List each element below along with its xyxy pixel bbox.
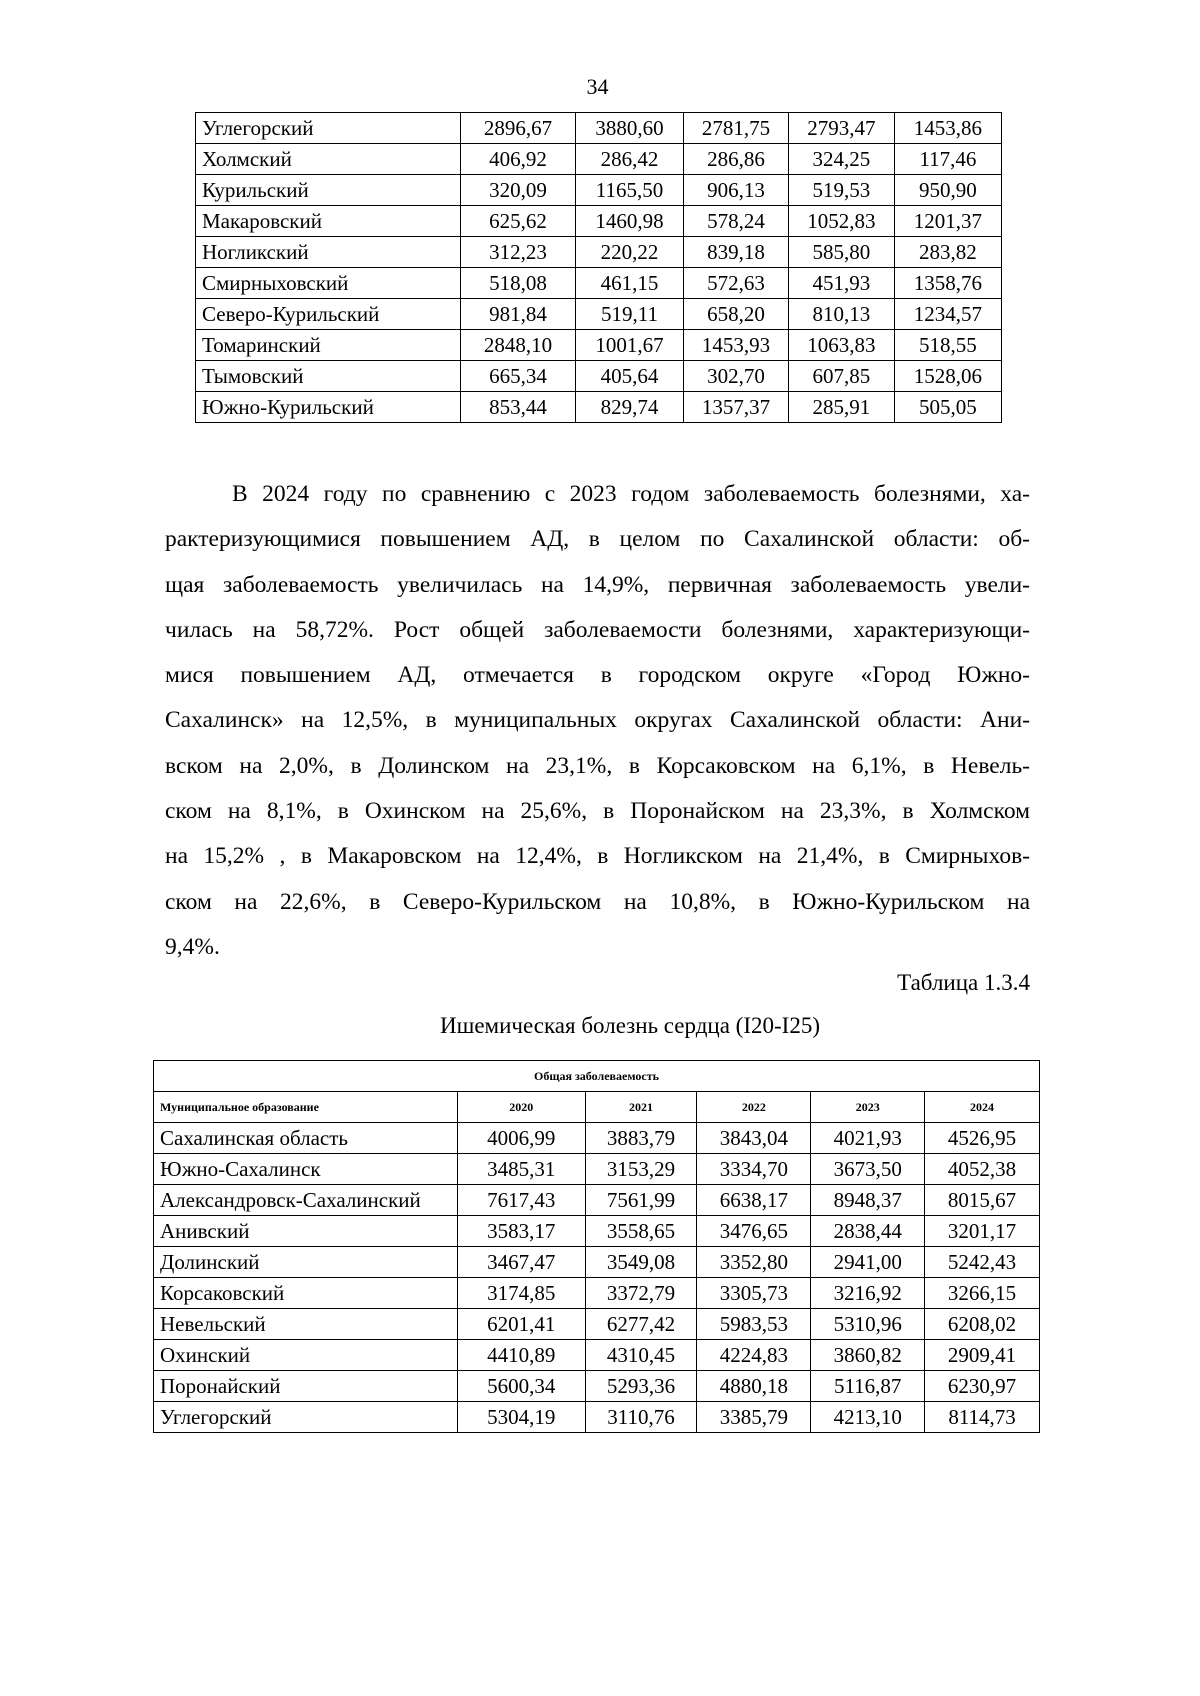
column-header: 2021: [585, 1092, 697, 1123]
cell-value: 4213,10: [811, 1402, 925, 1433]
cell-value: 1358,76: [894, 268, 1001, 299]
row-label: Невельский: [154, 1309, 458, 1340]
table-row: [154, 1154, 1040, 1185]
cell-value: 3558,65: [585, 1216, 697, 1247]
table-row: [196, 330, 1002, 361]
cell-value: 3583,17: [457, 1216, 585, 1247]
table-row: [196, 237, 1002, 268]
column-header: 2022: [697, 1092, 811, 1123]
row-label: Смирныховский: [196, 268, 461, 299]
row-label: Углегорский: [196, 113, 461, 144]
cell-value: 6201,41: [457, 1309, 585, 1340]
table-row: [154, 1247, 1040, 1278]
table-row: [196, 175, 1002, 206]
cell-value: 461,15: [576, 268, 684, 299]
cell-value: 7561,99: [585, 1185, 697, 1216]
cell-value: 6638,17: [697, 1185, 811, 1216]
cell-value: 1528,06: [894, 361, 1001, 392]
paragraph-line: ском на 22,6%, в Северо-Курильском на 10,8%, в Южно-Курильском на: [165, 888, 1030, 915]
cell-value: 585,80: [789, 237, 895, 268]
cell-value: 117,46: [894, 144, 1001, 175]
cell-value: 3352,80: [697, 1247, 811, 1278]
table-row: [154, 1216, 1040, 1247]
page-number: 34: [586, 74, 609, 99]
cell-value: 1063,83: [789, 330, 895, 361]
cell-value: 853,44: [460, 392, 575, 423]
cell-value: 220,22: [576, 237, 684, 268]
row-label: Долинский: [154, 1247, 458, 1278]
cell-value: 1052,83: [789, 206, 895, 237]
cell-value: 607,85: [789, 361, 895, 392]
cell-value: 5600,34: [457, 1371, 585, 1402]
row-label: Охинский: [154, 1340, 458, 1371]
cell-value: 3216,92: [811, 1278, 925, 1309]
column-header: Муниципальное образование: [154, 1092, 458, 1123]
cell-value: 1165,50: [576, 175, 684, 206]
cell-value: 518,08: [460, 268, 575, 299]
paragraph-line: на 15,2% , в Макаровском на 12,4%, в Ногликском на 21,4%, в Смирныхов-: [165, 843, 1030, 870]
cell-value: 625,62: [460, 206, 575, 237]
cell-value: 5293,36: [585, 1371, 697, 1402]
cell-value: 6230,97: [925, 1371, 1040, 1402]
cell-value: 1201,37: [894, 206, 1001, 237]
cell-value: 950,90: [894, 175, 1001, 206]
paragraph-line: чилась на 58,72%. Рост общей заболеваемости болезнями, характеризующи-: [165, 616, 1030, 643]
table-row: [196, 206, 1002, 237]
cell-value: 7617,43: [457, 1185, 585, 1216]
row-label: Курильский: [196, 175, 461, 206]
table-row: [154, 1309, 1040, 1340]
cell-value: 3385,79: [697, 1402, 811, 1433]
cell-value: 3485,31: [457, 1154, 585, 1185]
cell-value: 578,24: [684, 206, 789, 237]
cell-value: 451,93: [789, 268, 895, 299]
cell-value: 320,09: [460, 175, 575, 206]
cell-value: 665,34: [460, 361, 575, 392]
cell-value: 5983,53: [697, 1309, 811, 1340]
cell-value: 518,55: [894, 330, 1001, 361]
cell-value: 4310,45: [585, 1340, 697, 1371]
cell-value: 3174,85: [457, 1278, 585, 1309]
cell-value: 519,53: [789, 175, 895, 206]
cell-value: 1453,93: [684, 330, 789, 361]
cell-value: 285,91: [789, 392, 895, 423]
row-label: Поронайский: [154, 1371, 458, 1402]
paragraph-line: щая заболеваемость увеличилась на 14,9%, первичная заболеваемость увели-: [165, 571, 1030, 598]
cell-value: 3673,50: [811, 1154, 925, 1185]
cell-value: 5304,19: [457, 1402, 585, 1433]
table-row: [154, 1402, 1040, 1433]
row-label: Корсаковский: [154, 1278, 458, 1309]
table-row: [196, 392, 1002, 423]
group-header: Общая заболеваемость: [154, 1061, 1040, 1092]
column-header: 2020: [457, 1092, 585, 1123]
cell-value: 572,63: [684, 268, 789, 299]
cell-value: 1357,37: [684, 392, 789, 423]
table-row: [196, 361, 1002, 392]
cell-value: 1460,98: [576, 206, 684, 237]
cell-value: 3372,79: [585, 1278, 697, 1309]
cell-value: 981,84: [460, 299, 575, 330]
cell-value: 3549,08: [585, 1247, 697, 1278]
cell-value: 4021,93: [811, 1123, 925, 1154]
row-label: Южно-Курильский: [196, 392, 461, 423]
cell-value: 810,13: [789, 299, 895, 330]
cell-value: 5310,96: [811, 1309, 925, 1340]
table-number-label: Таблица 1.3.4: [897, 970, 1030, 995]
table-row: [154, 1278, 1040, 1309]
cell-value: 658,20: [684, 299, 789, 330]
row-label: Макаровский: [196, 206, 461, 237]
cell-value: 6277,42: [585, 1309, 697, 1340]
paragraph-line: В 2024 году по сравнению с 2023 годом заболеваемость болезнями, ха-: [232, 481, 1030, 507]
row-label: Анивский: [154, 1216, 458, 1247]
cell-value: 405,64: [576, 361, 684, 392]
cell-value: 3201,17: [925, 1216, 1040, 1247]
table-row: [154, 1185, 1040, 1216]
cell-value: 3334,70: [697, 1154, 811, 1185]
paragraph-line: Сахалинск» на 12,5%, в муниципальных округах Сахалинской области: Ани-: [165, 707, 1030, 734]
cell-value: 4052,38: [925, 1154, 1040, 1185]
cell-value: 286,86: [684, 144, 789, 175]
cell-value: 4224,83: [697, 1340, 811, 1371]
cell-value: 2909,41: [925, 1340, 1040, 1371]
cell-value: 406,92: [460, 144, 575, 175]
row-label: Южно-Сахалинск: [154, 1154, 458, 1185]
body-paragraph: [165, 472, 1030, 970]
table-title: Ишемическая болезнь сердца (I20-I25): [440, 1013, 820, 1038]
cell-value: 5116,87: [811, 1371, 925, 1402]
cell-value: 1453,86: [894, 113, 1001, 144]
cell-value: 3476,65: [697, 1216, 811, 1247]
cell-value: 312,23: [460, 237, 575, 268]
paragraph-line: ском на 8,1%, в Охинском на 25,6%, в Поронайском на 23,3%, в Холмском: [165, 798, 1030, 825]
cell-value: 4410,89: [457, 1340, 585, 1371]
cell-value: 3880,60: [576, 113, 684, 144]
cell-value: 3153,29: [585, 1154, 697, 1185]
table-ischemic-heart-disease: [153, 1060, 1040, 1433]
table-row: [154, 1340, 1040, 1371]
cell-value: 505,05: [894, 392, 1001, 423]
paragraph-line: рактеризующимися повышением АД, в целом по Сахалинской области: об-: [165, 526, 1030, 553]
table-row: [196, 113, 1002, 144]
row-label: Ногликский: [196, 237, 461, 268]
paragraph-line: вском на 2,0%, в Долинском на 23,1%, в Корсаковском на 6,1%, в Невель-: [165, 752, 1030, 779]
cell-value: 2848,10: [460, 330, 575, 361]
cell-value: 4880,18: [697, 1371, 811, 1402]
paragraph-line: мися повышением АД, отмечается в городском округе «Город Южно-: [165, 662, 1030, 689]
cell-value: 324,25: [789, 144, 895, 175]
row-label: Северо-Курильский: [196, 299, 461, 330]
column-header: 2023: [811, 1092, 925, 1123]
table-row: [196, 299, 1002, 330]
cell-value: 3467,47: [457, 1247, 585, 1278]
table-continuation: [195, 112, 1002, 423]
cell-value: 2896,67: [460, 113, 575, 144]
cell-value: 1001,67: [576, 330, 684, 361]
cell-value: 829,74: [576, 392, 684, 423]
row-label: Сахалинская область: [154, 1123, 458, 1154]
table-row: [196, 268, 1002, 299]
cell-value: 519,11: [576, 299, 684, 330]
cell-value: 2941,00: [811, 1247, 925, 1278]
row-label: Тымовский: [196, 361, 461, 392]
cell-value: 4526,95: [925, 1123, 1040, 1154]
cell-value: 283,82: [894, 237, 1001, 268]
row-label: Углегорский: [154, 1402, 458, 1433]
cell-value: 3843,04: [697, 1123, 811, 1154]
cell-value: 8015,67: [925, 1185, 1040, 1216]
row-label: Холмский: [196, 144, 461, 175]
cell-value: 4006,99: [457, 1123, 585, 1154]
cell-value: 6208,02: [925, 1309, 1040, 1340]
cell-value: 2781,75: [684, 113, 789, 144]
table-row: [154, 1123, 1040, 1154]
cell-value: 5242,43: [925, 1247, 1040, 1278]
paragraph-line: 9,4%.: [165, 933, 220, 960]
cell-value: 8948,37: [811, 1185, 925, 1216]
cell-value: 3883,79: [585, 1123, 697, 1154]
cell-value: 2838,44: [811, 1216, 925, 1247]
cell-value: 286,42: [576, 144, 684, 175]
cell-value: 3305,73: [697, 1278, 811, 1309]
cell-value: 1234,57: [894, 299, 1001, 330]
table-row: [196, 144, 1002, 175]
column-header: 2024: [925, 1092, 1040, 1123]
cell-value: 839,18: [684, 237, 789, 268]
cell-value: 3266,15: [925, 1278, 1040, 1309]
cell-value: 2793,47: [789, 113, 895, 144]
cell-value: 3110,76: [585, 1402, 697, 1433]
cell-value: 302,70: [684, 361, 789, 392]
cell-value: 8114,73: [925, 1402, 1040, 1433]
cell-value: 906,13: [684, 175, 789, 206]
cell-value: 3860,82: [811, 1340, 925, 1371]
row-label: Томаринский: [196, 330, 461, 361]
table-row: [154, 1371, 1040, 1402]
row-label: Александровск-Сахалинский: [154, 1185, 458, 1216]
